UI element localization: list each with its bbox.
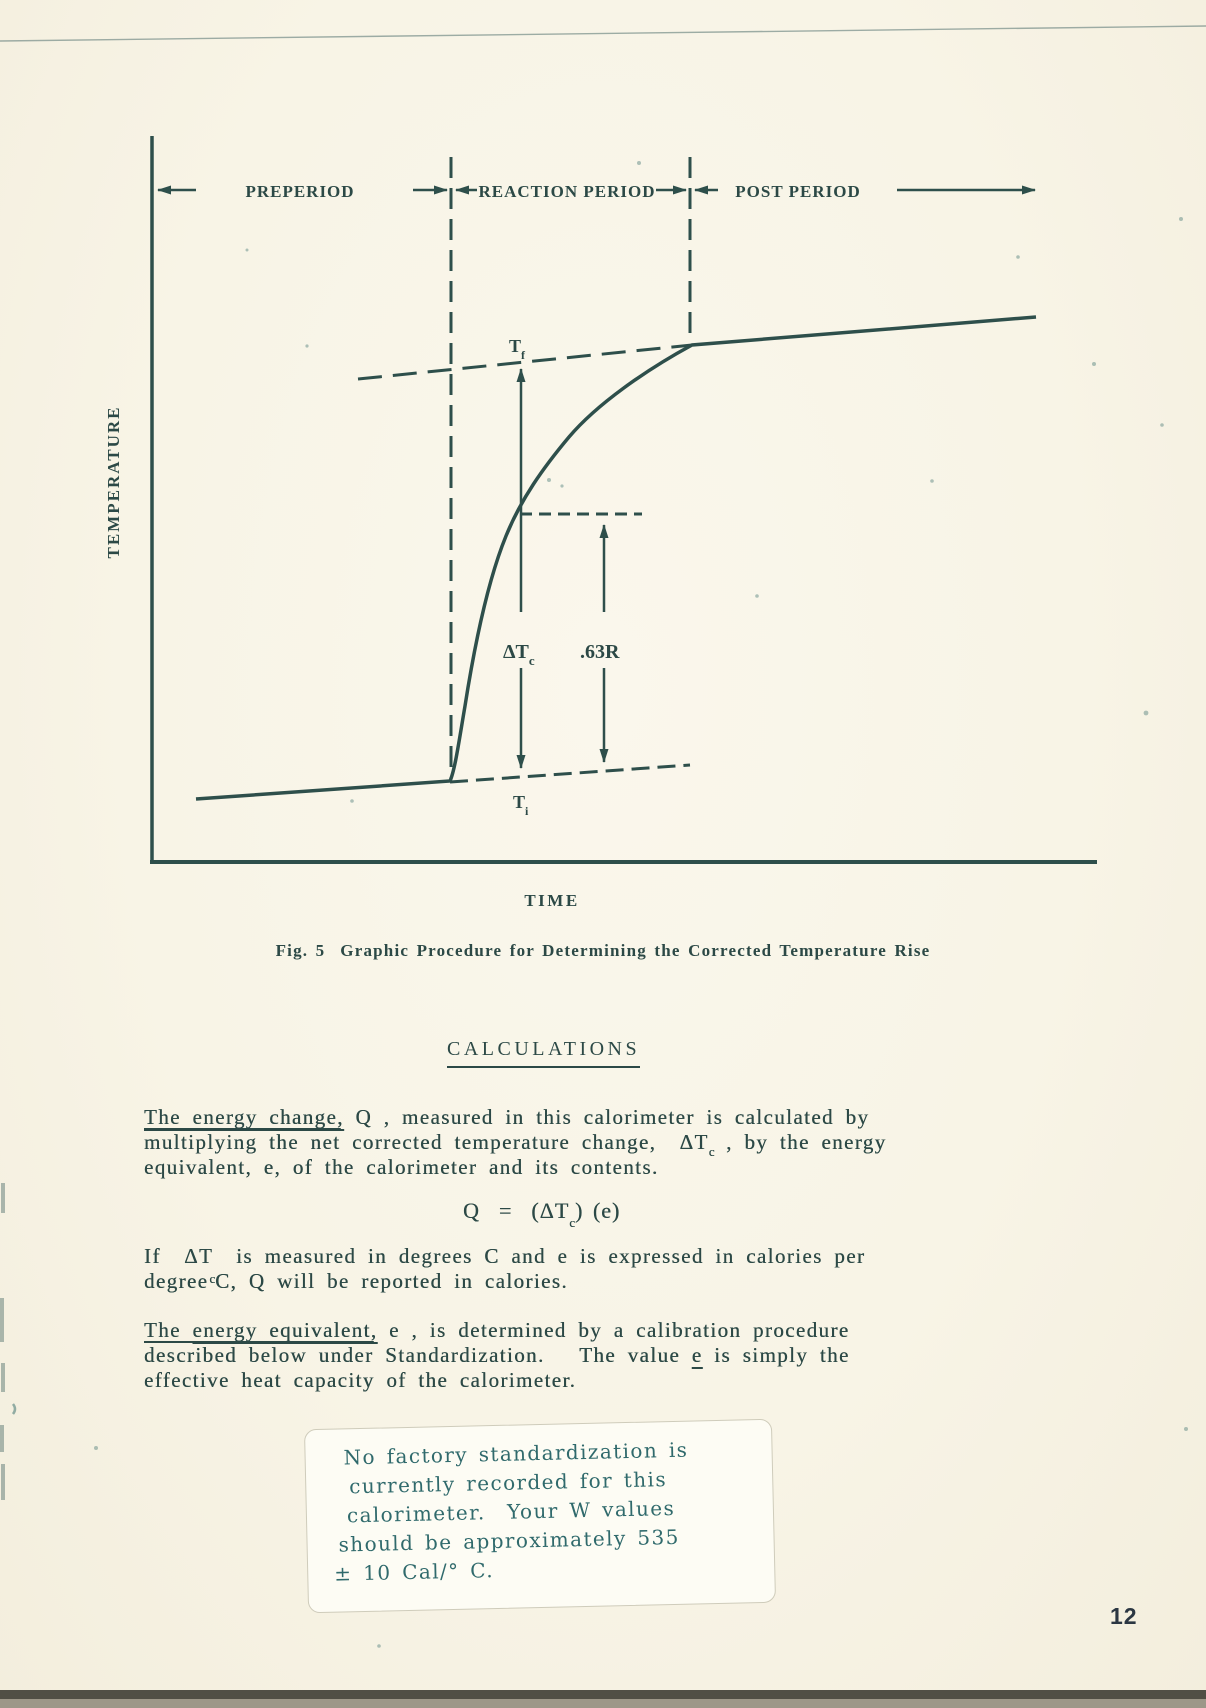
measurement-arrows [521, 369, 604, 768]
scan-line-top [0, 26, 1206, 41]
stamp-line: ± 10 Cal/° C. [333, 1558, 495, 1586]
equation-subscript: c [569, 1215, 575, 1230]
body-text: , by the energy [714, 1130, 887, 1154]
stamp-line: currently recorded for this [349, 1467, 668, 1499]
underlined-phrase: The energy change, [144, 1105, 344, 1129]
tf-label: $T_f$ [509, 336, 526, 362]
figure-caption: Fig. 5 Graphic Procedure for Determining the Corrected Temperature Rise [275, 941, 931, 960]
body-text: is simply the [702, 1343, 850, 1367]
scan-bottom-edge-light [0, 1699, 1206, 1708]
x-axis-label: TIME [524, 891, 580, 910]
paragraph-1-line-1 [144, 1105, 869, 1130]
paragraph-1-line-2 [144, 1130, 887, 1159]
scan-comma-mark [13, 1404, 15, 1414]
overlined-phrase: described below under [144, 1343, 374, 1367]
subscript-c: c [708, 1144, 715, 1159]
body-text: e , is determined by a calibration procedure [377, 1318, 850, 1342]
underlined-e: e [691, 1343, 703, 1367]
stray-subscript-c: c [209, 1271, 216, 1286]
preperiod-label: PREPERIOD [245, 182, 355, 201]
temperature-curve [196, 317, 1036, 799]
scan-bottom-edge-dark [0, 1690, 1206, 1699]
stamped-note [304, 1419, 776, 1614]
calculations-heading: CALCULATIONS [447, 1038, 640, 1068]
paragraph-3-line-3: effective heat capacity of the calorimeter. [144, 1368, 577, 1392]
underlined-phrase: energy equivalent, [192, 1318, 378, 1342]
stamp-line: calorimeter. Your W values [346, 1495, 676, 1528]
stamp-line: should be approximately 535 [338, 1524, 680, 1557]
equation-rhs: ) (e) [575, 1198, 621, 1223]
ti-label: $T_i$ [513, 792, 529, 818]
reaction-period-label: REACTION PERIOD [478, 182, 656, 201]
r63-label: .63R [580, 641, 620, 663]
body-text: degree [144, 1269, 209, 1293]
body-text: C, Q will be reported in calories. [215, 1269, 568, 1293]
overlined-phrase: multiplying the net [144, 1130, 341, 1154]
paragraph-2-line-1: If ΔT is measured in degrees C and e is expressed in calories per [144, 1244, 866, 1268]
delta-tc-label: $\Delta T_c$ [503, 641, 535, 668]
paragraph-3-line-1 [144, 1318, 850, 1343]
equation [463, 1198, 621, 1230]
post-period-label: POST PERIOD [735, 182, 861, 201]
paragraph-2-line-2 [144, 1269, 568, 1294]
body-text: The [144, 1318, 193, 1342]
y-axis-label: TEMPERATURE [104, 405, 123, 559]
page-number: 12 [1110, 1603, 1138, 1629]
stamp-line: No factory standardization is [343, 1437, 689, 1470]
paragraph-3-line-2 [144, 1343, 850, 1368]
body-text: Q , measured in this calorimeter is calculated by [343, 1105, 870, 1129]
body-text: corrected temperature change, ΔT [340, 1130, 709, 1154]
equation-lhs: Q = (ΔT [463, 1198, 570, 1223]
scan-marks-left-edge [2, 1183, 3, 1500]
ti-extrapolation-dashed-line [450, 765, 690, 782]
paragraph-1-line-3: equivalent, e, of the calorimeter and its contents. [144, 1155, 659, 1179]
body-text: Standardization. The value [373, 1343, 692, 1367]
